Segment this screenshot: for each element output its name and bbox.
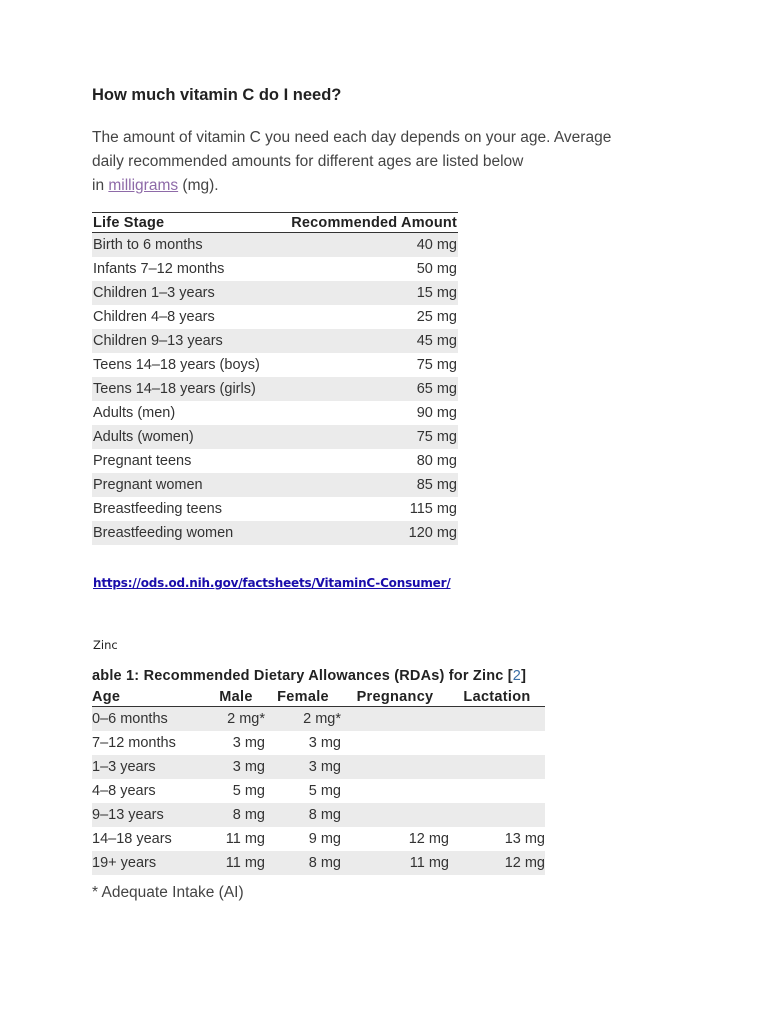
table-row (92, 449, 458, 473)
amount-cell: 90 mg (416, 405, 457, 421)
vitamin-c-table (92, 212, 458, 545)
pregnancy-cell (341, 779, 449, 803)
male-cell: 8 mg (207, 803, 265, 827)
pregnancy-cell (341, 731, 449, 755)
male-cell: 3 mg (207, 755, 265, 779)
table-row (92, 521, 458, 545)
life-stage-cell: Pregnant teens (93, 453, 192, 469)
female-cell: 2 mg* (265, 707, 341, 732)
header-pregnancy: Pregnancy (341, 687, 449, 707)
table-row (92, 353, 458, 377)
zinc-rda-table (92, 687, 545, 875)
age-cell: 4–8 years (92, 783, 156, 799)
table-row (92, 281, 458, 305)
header-life-stage: Life Stage (92, 213, 276, 233)
female-cell: 3 mg (265, 755, 341, 779)
caption-close: ] (521, 668, 527, 684)
header-female: Female (265, 687, 341, 707)
amount-cell: 85 mg (276, 473, 458, 497)
pregnancy-cell (341, 707, 449, 732)
table-row (92, 257, 458, 281)
page-title: How much vitamin C do I need? (92, 86, 342, 104)
age-cell: 14–18 years (92, 831, 172, 847)
lactation-cell: 12 mg (449, 851, 545, 875)
amount-cell: 15 mg (276, 281, 458, 305)
reference-link[interactable]: 2 (512, 668, 522, 684)
lactation-cell (449, 779, 545, 803)
table-row (92, 803, 545, 827)
table-row (92, 305, 458, 329)
table-row (92, 827, 545, 851)
header-lactation: Lactation (449, 687, 545, 707)
lactation-cell (449, 803, 545, 827)
life-stage-cell: Adults (men) (93, 405, 176, 421)
header-recommended-amount: Recommended Amount (276, 213, 458, 233)
amount-cell: 45 mg (276, 329, 458, 353)
amount-cell: 65 mg (276, 377, 458, 401)
table-row (92, 755, 545, 779)
female-cell: 8 mg (265, 851, 341, 875)
male-cell: 11 mg (225, 831, 265, 847)
table-row (92, 707, 545, 732)
male-cell: 3 mg (232, 735, 265, 751)
pregnancy-cell: 11 mg (341, 851, 449, 875)
amount-cell: 120 mg (276, 521, 458, 545)
amount-cell: 25 mg (416, 309, 457, 325)
life-stage-cell: Breastfeeding teens (93, 501, 222, 517)
male-cell: 2 mg* (207, 707, 265, 732)
amount-cell: 115 mg (409, 501, 457, 517)
female-cell: 5 mg (308, 783, 341, 799)
footnote: * Adequate Intake (AI) (92, 884, 244, 901)
table-row (92, 497, 458, 521)
table-header-row (92, 687, 545, 707)
age-cell: 19+ years (92, 851, 207, 875)
age-cell: 9–13 years (92, 803, 207, 827)
female-cell: 8 mg (265, 803, 341, 827)
life-stage-cell: Breastfeeding women (92, 521, 276, 545)
table-row (92, 731, 545, 755)
table-header-row (92, 213, 458, 233)
age-cell: 7–12 months (92, 735, 176, 751)
life-stage-cell: Teens 14–18 years (boys) (93, 357, 260, 373)
life-stage-cell: Birth to 6 months (92, 233, 276, 258)
table-row (92, 425, 458, 449)
intro-line-1: The amount of vitamin C you need each day depends on your age. Average (92, 129, 612, 146)
male-cell: 5 mg (232, 783, 265, 799)
table-row (92, 851, 545, 875)
life-stage-cell: Children 9–13 years (92, 329, 276, 353)
table-row (92, 377, 458, 401)
female-cell: 3 mg (308, 735, 341, 751)
header-age: Age (92, 687, 207, 707)
male-cell: 11 mg (207, 851, 265, 875)
lactation-cell: 13 mg (504, 831, 545, 847)
amount-cell: 80 mg (416, 453, 457, 469)
table-row (92, 779, 545, 803)
amount-cell: 40 mg (276, 233, 458, 258)
pregnancy-cell (341, 803, 449, 827)
table-row (92, 473, 458, 497)
zinc-section-label: Zinc (93, 638, 118, 652)
lactation-cell (449, 707, 545, 732)
header-male: Male (207, 687, 265, 707)
lactation-cell (449, 755, 545, 779)
amount-cell: 75 mg (416, 357, 457, 373)
life-stage-cell: Children 4–8 years (93, 309, 215, 325)
intro-paragraph (92, 126, 672, 198)
pregnancy-cell (341, 755, 449, 779)
age-cell: 0–6 months (92, 707, 207, 732)
lactation-cell (449, 731, 545, 755)
life-stage-cell: Pregnant women (92, 473, 276, 497)
intro-suffix: (mg). (178, 177, 219, 194)
zinc-table-caption (92, 668, 526, 684)
intro-line-2: daily recommended amounts for different ages are listed below (92, 153, 524, 170)
amount-cell: 50 mg (416, 261, 457, 277)
female-cell: 9 mg (308, 831, 341, 847)
source-url-link[interactable]: https://ods.od.nih.gov/factsheets/VitaminC-Consumer/ (93, 576, 451, 590)
pregnancy-cell: 12 mg (408, 831, 449, 847)
table-row (92, 233, 458, 258)
life-stage-cell: Adults (women) (92, 425, 276, 449)
milligrams-link[interactable]: milligrams (108, 177, 179, 194)
life-stage-cell: Teens 14–18 years (girls) (92, 377, 276, 401)
life-stage-cell: Infants 7–12 months (93, 261, 225, 277)
life-stage-cell: Children 1–3 years (92, 281, 276, 305)
amount-cell: 75 mg (276, 425, 458, 449)
caption-text: able 1: Recommended Dietary Allowances (RDAs) for Zinc [ (92, 668, 513, 684)
table-row (92, 401, 458, 425)
intro-prefix: in (92, 177, 109, 194)
age-cell: 1–3 years (92, 755, 207, 779)
table-row (92, 329, 458, 353)
